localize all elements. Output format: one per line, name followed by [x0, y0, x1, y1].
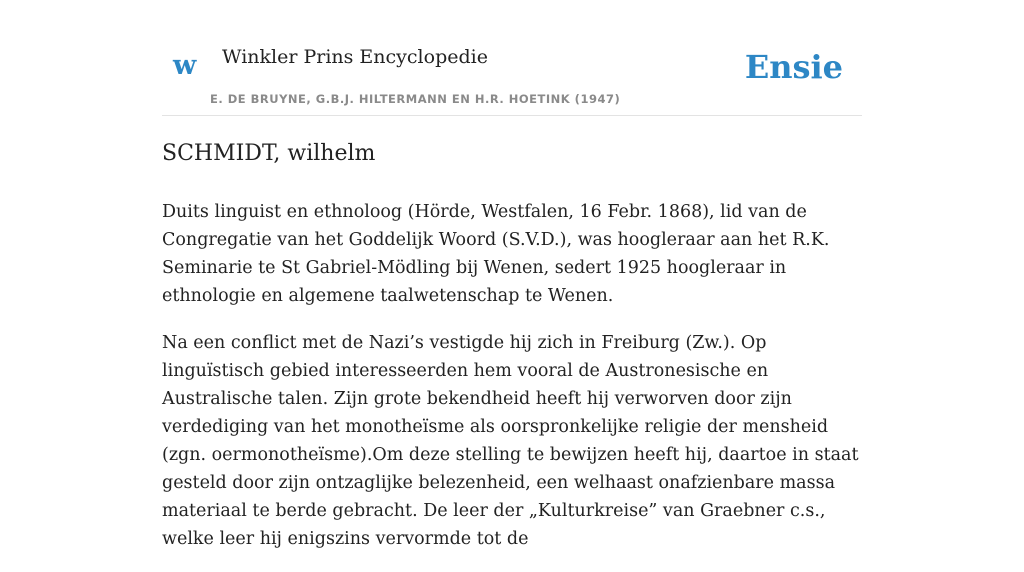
encyclopedia-title-link[interactable]: Winkler Prins Encyclopedie	[222, 46, 488, 68]
ensie-brand-logo[interactable]: Ensie	[744, 48, 843, 86]
article-title: SCHMIDT, wilhelm	[162, 141, 376, 166]
article-paragraph-2: Na een conflict met de Nazi’s vestigde hij zich in Freiburg (Zw.). Op linguïstisch gebied interesseerden hem vooral de Austronesische en Australische talen. Zijn grote bekendheid heeft hij verworven door zijn verdediging van het monotheïsme als oorspronkelijke religie der mensheid (zgn. oermonotheïsme).Om deze stelling te bewijzen heeft hij, daartoe in staat gesteld door zijn ontzaglijke belezenheid, een welhaast onafzienbare massa materiaal te berde gebracht. De leer der „Kulturkreise” van Graebner c.s., welke leer hij enigszins vervormde tot de	[162, 333, 859, 549]
article	[162, 138, 862, 572]
article-paragraph-1: Duits linguist en ethnoloog (Hörde, Westfalen, 16 Febr. 1868), lid van de Congregatie van het Goddelijk Woord (S.V.D.), was hoogleraar aan het R.K. Seminarie te St Gabriel-Mödling bij Wenen, sedert 1925 hoogleraar in ethnologie en algemene taalwetenschap te Wenen.	[162, 202, 830, 306]
encyclopedia-authors: E. DE BRUYNE, G.B.J. HILTERMANN EN H.R. HOETINK (1947)	[210, 92, 621, 106]
encyclopedia-logo-icon[interactable]: w	[173, 50, 197, 81]
header	[162, 30, 862, 116]
